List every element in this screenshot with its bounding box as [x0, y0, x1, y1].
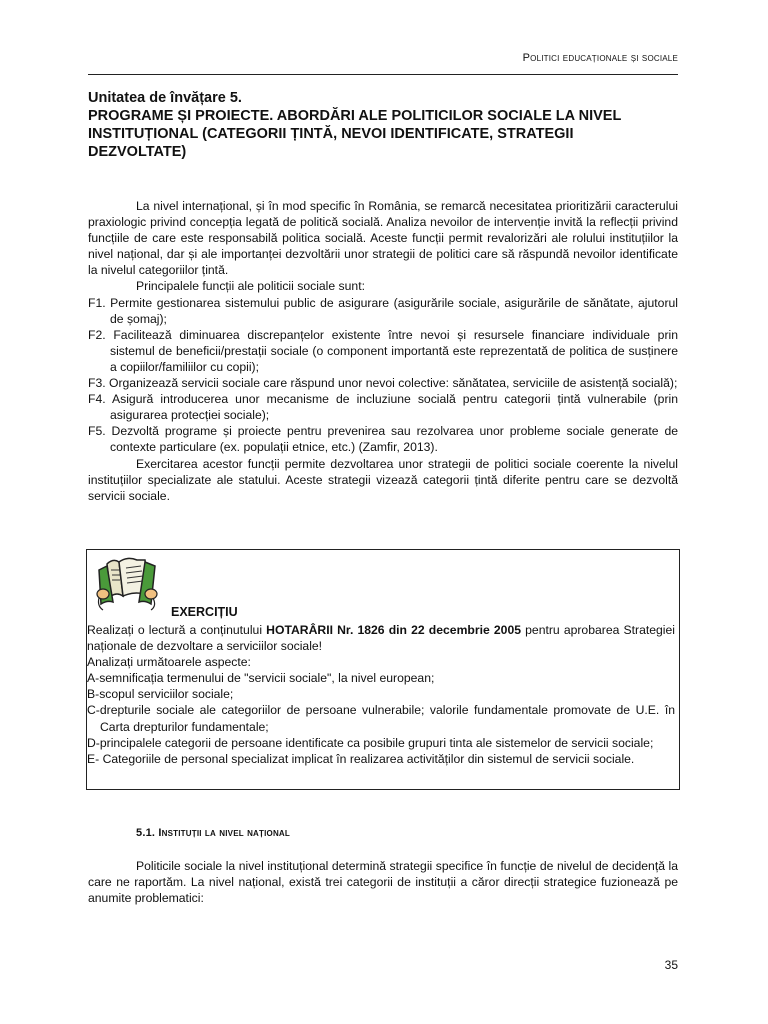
unit-label: Unitatea de învățare 5.	[88, 90, 242, 106]
strategy-paragraph: Exercitarea acestor funcții permite dezvoltarea unor strategii de politici sociale coerente la nivelul instituțiilor specializate ale statului. Aceste strategii vizează categorii țintă diferite pentru care se dezvoltă servicii sociale.	[88, 456, 678, 503]
unit-title: PROGRAME ȘI PROIECTE. ABORDĂRI ALE POLITICILOR SOCIALE LA NIVEL INSTITUȚIONAL (CATEGORII ȚINTĂ, NEVOI IDENTIFICATE, STRATEGII DEZVOLTATE)	[88, 108, 622, 160]
exercise-lead-end: pentru aprobarea Strategiei naționale de dezvoltare a serviciilor sociale!	[87, 623, 675, 654]
function-item: F4. Asigură introducerea unor mecanisme de incluziune socială pentru categorii țintă vulnerabile (prin asigurarea protecției sociale);	[88, 392, 678, 423]
functions-intro: Principalele funcții ale politicii sociale sunt:	[136, 279, 365, 294]
section-body	[88, 858, 678, 906]
exercise-lead-start: Realizați o lectură a conținutului	[87, 623, 267, 637]
section-heading: 5.1. Instituții la nivel național	[136, 827, 290, 839]
exercise-item: A-semnificația termenului de "servicii sociale", la nivel european;	[87, 671, 435, 686]
function-item: F5. Dezvoltă programe și proiecte pentru prevenirea sau rezolvarea unor probleme sociale generate de contexte particulare (ex. populații etnice, etc.) (Zamfir, 2013).	[88, 424, 678, 455]
exercise-analyze: Analizați următoarele aspecte:	[87, 655, 251, 670]
exercise-item: C-drepturile sociale ale categoriilor de persoane vulnerabile; valorile fundamentale promovate de U.E. în Carta drepturilor fundamentale;	[87, 703, 675, 734]
exercise-item: E- Categoriile de personal specializat implicat în realizarea activităților din sistemul de servicii sociale.	[87, 751, 635, 766]
page-number: 35	[664, 958, 678, 972]
exercise-title: EXERCIȚIU	[171, 605, 238, 619]
running-header: Politici educaționale și sociale	[522, 52, 678, 64]
function-item: F2. Facilitează diminuarea discrepanțelor existente între nevoi și resursele financiare individuale prin sistemul de beneficii/prestații sociale (o component importantă este reprezentată de politica de susținere a copiilor/familiilor cu copii);	[88, 327, 678, 374]
exercise-item: D-principalele categorii de persoane identificate ca posibile grupuri tinta ale sistemelor de servicii sociale;	[87, 735, 654, 750]
function-item: F3. Organizează servicii sociale care răspund unor nevoi colective: sănătatea, serviciile de asistență socială);	[88, 376, 678, 391]
exercise-lead	[87, 622, 675, 654]
open-book-reader-icon	[93, 556, 161, 612]
exercise-item: B-scopul serviciilor sociale;	[87, 687, 234, 702]
header-rule	[88, 74, 678, 75]
section-paragraph: Politicile sociale la nivel instituțional determină strategii specifice în funcție de nivelul de decidență la care ne raportăm. La nivel național, există trei categorii de instituții a căror direcții strategice fuzionează pe anumite problematici:	[88, 859, 678, 906]
exercise-lead-bold: HOTARÂRII Nr. 1826 din 22 decembrie 2005	[266, 623, 522, 637]
intro-paragraph: La nivel internațional, și în mod specific în România, se remarcă necesitatea prioritizării caracterului praxiologic privind concepția legată de politică socială. Analiza nevoilor de intervenție invită la reflecții privind funcțiile de care este responsabilă politica socială. Aceste funcții permit revalorizări ale rolului instituțiilor la nivel național, dar și ale importanței dezvoltării unor strategii de politici care să răspundă nevoilor identificate la nivelul categoriilor țintă.	[88, 199, 678, 278]
intro-section	[88, 198, 678, 504]
function-item: F1. Permite gestionarea sistemului public de asigurare (asigurările sociale, asigurările de sănătate, ajutorul de șomaj);	[88, 295, 678, 326]
exercise-body	[87, 622, 675, 767]
exercise-box	[86, 549, 680, 790]
